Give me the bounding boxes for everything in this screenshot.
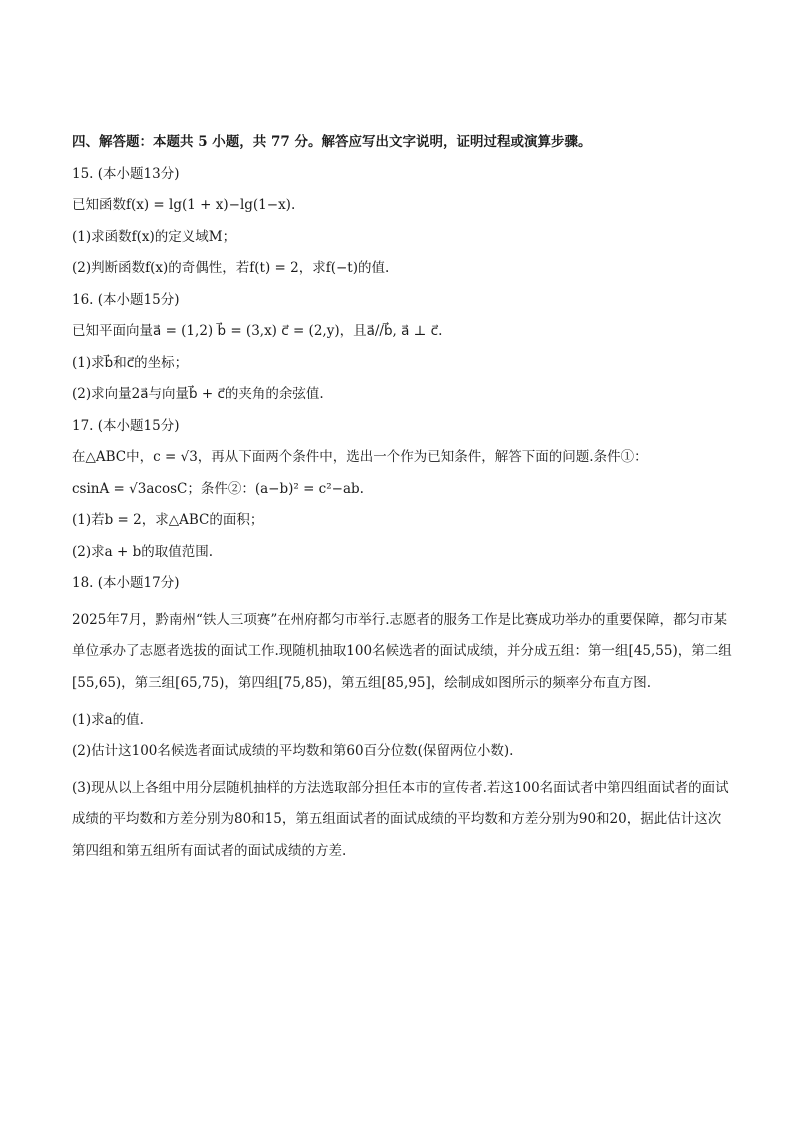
q17-stem-2: csinA = √3acosC；条件②：(a−b)² = c²−ab. bbox=[72, 480, 364, 497]
q16-part-1: (1)求b⃗和c⃗的坐标； bbox=[72, 354, 189, 371]
q17-part-1: (1)若b = 2，求△ABC的面积； bbox=[72, 512, 264, 528]
q16-part-2: (2)求向量2a⃗与向量b⃗ + c⃗的夹角的余弦值. bbox=[72, 386, 324, 402]
q15-heading: 15. (本小题13分) bbox=[72, 165, 180, 182]
q17-heading: 17. (本小题15分) bbox=[72, 417, 180, 434]
q16-stem: 已知平面向量a⃗ = (1,2) b⃗ = (3,x) c⃗ = (2,y)，且a⃗//b⃗, a⃗ ⊥ c⃗. bbox=[72, 323, 443, 339]
q15-part-2: (2)判断函数f(x)的奇偶性，若f(t) = 2，求f(−t)的值. bbox=[72, 260, 390, 276]
q18-part-3: (3)现从以上各组中用分层随机抽样的方法选取部分担任本市的宣传者.若这100名面试者中第四组面试者的面试成绩的平均数和方差分别为80和15，第五组面试者的面试成绩的平均数和方差分别为90和20，据此估计这次第四组和第五组所有面试者的面试成绩的方差. bbox=[72, 779, 729, 859]
q15-stem: 已知函数f(x) = lg(1 + x)−lg(1−x). bbox=[72, 197, 296, 213]
q18-stem: 2025年7月，黔南州“铁人三项赛”在州府都匀市举行.志愿者的服务工作是比赛成功举办的重要保障，都匀市某单位承办了志愿者选拔的面试工作.现随机抽取100名候选者的面试成绩，并分成五组：第一组[45,55)，第二组[55,65)，第三组[65,75)，第四组[75,85)，第五组[85,95]，绘制成如图所示的频率分布直方图. bbox=[72, 611, 732, 691]
q18-part-2: (2)估计这100名候选者面试成绩的平均数和第60百分位数(保留两位小数). bbox=[72, 743, 514, 759]
q17-part-2: (2)求a + b的取值范围. bbox=[72, 543, 213, 560]
q17-stem-1: 在△ABC中，c = √3，再从下面两个条件中，选出一个作为已知条件，解答下面的问题.条件①： bbox=[72, 449, 648, 465]
section-heading: 四、解答题：本题共 5 小题，共 77 分。解答应写出文字说明，证明过程或演算步骤。 bbox=[72, 134, 592, 150]
q18-part-1: (1)求a的值. bbox=[72, 711, 144, 728]
q18-heading: 18. (本小题17分) bbox=[72, 575, 180, 591]
content-area bbox=[72, 132, 732, 867]
q16-heading: 16. (本小题15分) bbox=[72, 291, 180, 308]
q15-part-1: (1)求函数f(x)的定义域M； bbox=[72, 228, 237, 245]
